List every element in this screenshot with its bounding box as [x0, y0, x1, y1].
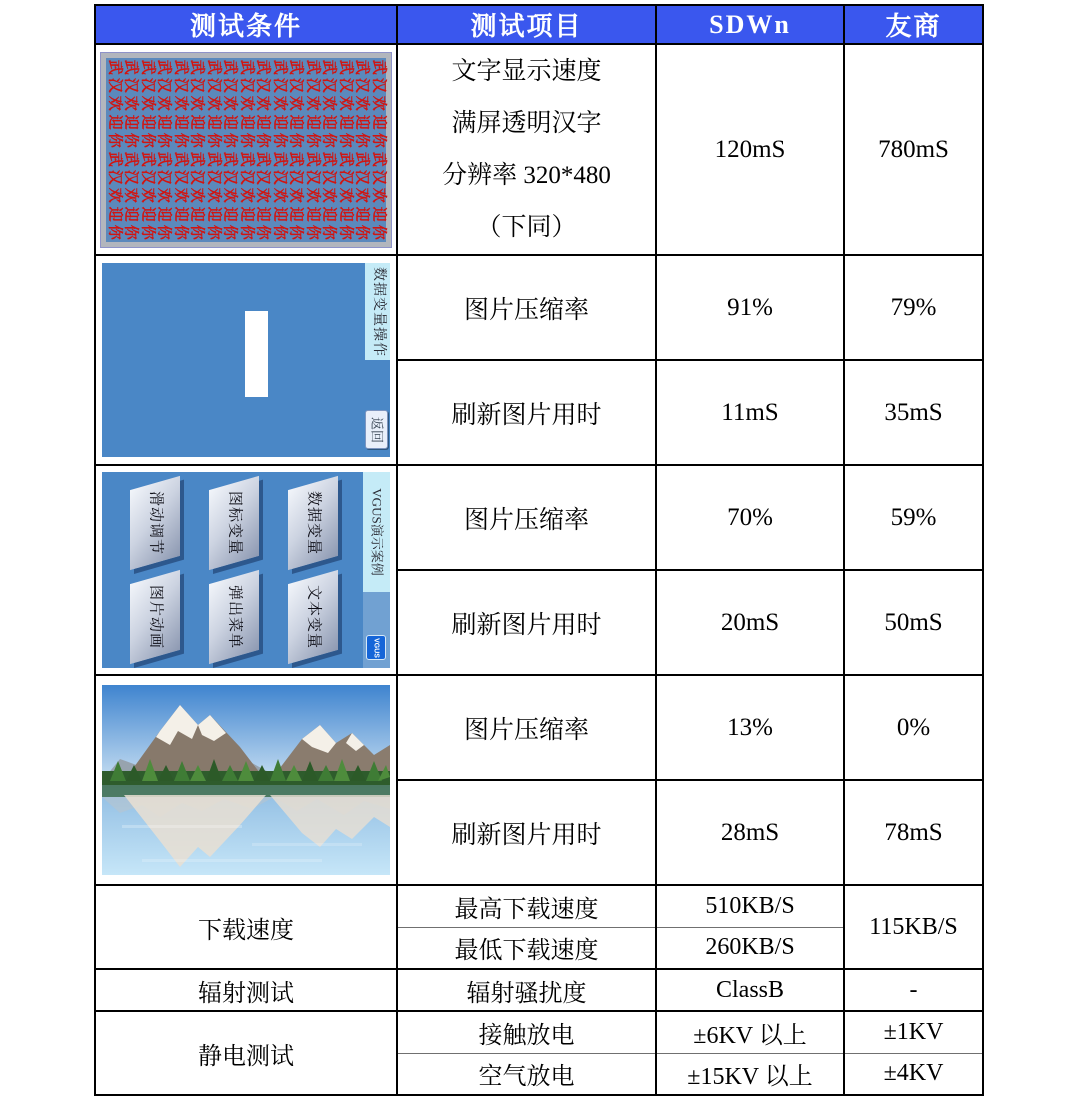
wuhan-char: 你 [370, 224, 387, 240]
wuhan-char: 迎 [353, 206, 370, 222]
wuhan-char: 你 [271, 132, 288, 148]
wuhan-char: 你 [238, 132, 255, 148]
wuhan-char: 欢 [304, 188, 321, 204]
wuhan-char: 武 [254, 151, 271, 167]
wuhan-char: 武 [337, 59, 354, 75]
tab-label: VGUS演示案例 [369, 488, 384, 576]
cell-item: 空气放电 [397, 1053, 656, 1095]
wuhan-char: 武 [304, 59, 321, 75]
wuhan-char: 武 [189, 59, 206, 75]
cell-item-text-speed [397, 44, 656, 255]
cell-rival-value: 780mS [844, 44, 983, 255]
wuhan-char: 你 [172, 224, 189, 240]
vgus-demo-button-label: 滑动调节 [147, 490, 164, 556]
wuhan-char: 汉 [254, 77, 271, 93]
wuhan-char: 汉 [106, 169, 123, 185]
wuhan-char: 你 [139, 224, 156, 240]
header-cell-sdwn: SDWn [656, 5, 844, 44]
wuhan-char: 欢 [189, 96, 206, 112]
wuhan-char: 你 [222, 224, 239, 240]
wuhan-char: 汉 [353, 169, 370, 185]
wuhan-char: 你 [222, 132, 239, 148]
wuhan-char: 你 [123, 132, 140, 148]
wuhan-char-column [106, 58, 122, 242]
table-row [95, 465, 983, 570]
vgus-demo-tab [363, 472, 390, 592]
wuhan-char: 汉 [304, 169, 321, 185]
wuhan-char: 汉 [337, 169, 354, 185]
wuhan-char: 迎 [304, 114, 321, 130]
wuhan-char: 汉 [238, 169, 255, 185]
wuhan-char: 欢 [304, 96, 321, 112]
wuhan-char: 武 [156, 151, 173, 167]
wuhan-char: 汉 [222, 77, 239, 93]
wuhan-char: 你 [353, 224, 370, 240]
wuhan-char: 迎 [156, 206, 173, 222]
wuhan-char: 你 [189, 132, 206, 148]
wuhan-char-column [320, 58, 336, 242]
wuhan-char: 汉 [222, 169, 239, 185]
table-row [95, 1011, 983, 1053]
vgus-demo-button-label: 文本变量 [305, 584, 322, 650]
cell-sdwn-value: ClassB [656, 969, 844, 1011]
cell-rival-value: 115KB/S [844, 885, 983, 969]
wuhan-char: 武 [172, 151, 189, 167]
cell-sdwn-value: 120mS [656, 44, 844, 255]
wuhan-char: 迎 [172, 114, 189, 130]
wuhan-char: 汉 [254, 169, 271, 185]
wuhan-char-column [172, 58, 188, 242]
item-line: 分辨率 320*480 [442, 161, 611, 189]
wuhan-char-column [337, 58, 353, 242]
cell-rival-value: ±1KV [844, 1011, 983, 1053]
wuhan-welcome-screenshot [100, 52, 392, 248]
wuhan-char: 武 [353, 59, 370, 75]
header-cell-rival: 友商 [844, 5, 983, 44]
wuhan-char: 欢 [287, 188, 304, 204]
wuhan-char: 欢 [353, 96, 370, 112]
wuhan-char: 汉 [271, 169, 288, 185]
wuhan-char: 你 [353, 132, 370, 148]
wuhan-char: 汉 [205, 77, 222, 93]
vgus-demo-button-label: 图标变量 [226, 490, 243, 556]
table-row [95, 44, 983, 255]
wuhan-char: 迎 [156, 114, 173, 130]
vgus-button-grid [116, 476, 352, 664]
cell-item: 图片压缩率 [397, 255, 656, 360]
cell-sdwn-value: 91% [656, 255, 844, 360]
wuhan-char: 你 [287, 224, 304, 240]
wuhan-char-column [188, 58, 204, 242]
back-button-graphic [365, 410, 388, 449]
wuhan-char: 欢 [156, 188, 173, 204]
wuhan-char: 武 [139, 151, 156, 167]
wuhan-char-column [155, 58, 171, 242]
wuhan-char: 武 [287, 59, 304, 75]
wuhan-char: 汉 [370, 77, 387, 93]
wuhan-char: 武 [205, 151, 222, 167]
wuhan-char: 迎 [238, 206, 255, 222]
wuhan-char: 欢 [287, 96, 304, 112]
vgus-demo-button [130, 570, 180, 664]
wuhan-char: 欢 [123, 188, 140, 204]
wuhan-char: 迎 [189, 206, 206, 222]
wuhan-char: 欢 [271, 96, 288, 112]
wuhan-char: 迎 [287, 114, 304, 130]
wuhan-char: 迎 [254, 114, 271, 130]
cell-item: 刷新图片用时 [397, 360, 656, 465]
wuhan-char: 迎 [205, 114, 222, 130]
wuhan-char: 武 [139, 59, 156, 75]
wuhan-char: 武 [172, 59, 189, 75]
wuhan-char: 欢 [370, 188, 387, 204]
wuhan-char: 你 [172, 132, 189, 148]
vgus-demo-button-label: 图片动画 [147, 584, 164, 650]
wuhan-char: 武 [123, 151, 140, 167]
wuhan-char: 欢 [123, 96, 140, 112]
wuhan-char: 欢 [172, 96, 189, 112]
wuhan-char: 汉 [353, 77, 370, 93]
wuhan-char: 迎 [370, 114, 387, 130]
data-variable-screenshot [102, 263, 390, 457]
wuhan-char: 你 [254, 132, 271, 148]
wuhan-char-column [205, 58, 221, 242]
cell-screen-wuhan [95, 44, 397, 255]
cell-condition-static: 静电测试 [95, 1011, 397, 1095]
wuhan-char: 欢 [320, 188, 337, 204]
wuhan-char: 欢 [222, 188, 239, 204]
wuhan-char: 武 [304, 151, 321, 167]
cell-sdwn-value: 13% [656, 675, 844, 780]
wuhan-char: 迎 [222, 206, 239, 222]
header-cell-condition: 测试条件 [95, 5, 397, 44]
wuhan-char: 欢 [139, 96, 156, 112]
cell-item: 最低下载速度 [397, 927, 656, 969]
cell-rival-value: 59% [844, 465, 983, 570]
wuhan-char: 欢 [205, 96, 222, 112]
wuhan-char: 迎 [172, 206, 189, 222]
mountain-lake-photo-svg [102, 685, 390, 875]
wuhan-char: 汉 [304, 77, 321, 93]
wuhan-char: 迎 [139, 114, 156, 130]
wuhan-char: 迎 [222, 114, 239, 130]
wuhan-char: 迎 [254, 206, 271, 222]
wuhan-char: 汉 [320, 77, 337, 93]
wuhan-char: 汉 [139, 77, 156, 93]
table-row [95, 969, 983, 1011]
wuhan-char: 你 [337, 224, 354, 240]
wuhan-char: 武 [238, 151, 255, 167]
wuhan-char: 迎 [189, 114, 206, 130]
cell-screen-vgus [95, 465, 397, 675]
wuhan-char: 你 [238, 224, 255, 240]
wuhan-char: 武 [271, 151, 288, 167]
wuhan-char: 汉 [337, 77, 354, 93]
wuhan-char: 汉 [287, 77, 304, 93]
wuhan-char: 汉 [238, 77, 255, 93]
wuhan-char: 汉 [139, 169, 156, 185]
wuhan-char: 武 [287, 151, 304, 167]
vgus-demo-button [209, 570, 259, 664]
wuhan-char: 欢 [222, 96, 239, 112]
wuhan-char: 你 [106, 132, 123, 148]
wuhan-char: 迎 [123, 114, 140, 130]
vgus-demo-button-label: 弹出菜单 [226, 584, 243, 650]
header-cell-item: 测试项目 [397, 5, 656, 44]
wuhan-char: 武 [123, 59, 140, 75]
wuhan-char: 欢 [337, 188, 354, 204]
wuhan-char: 武 [353, 151, 370, 167]
wuhan-char: 武 [254, 59, 271, 75]
wuhan-char: 欢 [254, 96, 271, 112]
cell-item: 接触放电 [397, 1011, 656, 1053]
wuhan-char: 迎 [353, 114, 370, 130]
wuhan-char: 汉 [370, 169, 387, 185]
wuhan-char: 你 [320, 224, 337, 240]
cell-item: 最高下载速度 [397, 885, 656, 927]
wuhan-char: 你 [254, 224, 271, 240]
vgus-logo-badge [366, 635, 386, 660]
cell-sdwn-value: 11mS [656, 360, 844, 465]
wuhan-char: 迎 [271, 206, 288, 222]
cell-sdwn-value: ±6KV 以上 [656, 1011, 844, 1053]
wuhan-char: 迎 [370, 206, 387, 222]
wuhan-char: 欢 [353, 188, 370, 204]
wuhan-char: 欢 [370, 96, 387, 112]
wuhan-char: 你 [106, 224, 123, 240]
vgus-demo-screenshot [102, 472, 390, 668]
wuhan-char: 武 [106, 59, 123, 75]
cell-item: 图片压缩率 [397, 465, 656, 570]
wuhan-char: 武 [337, 151, 354, 167]
wuhan-char: 迎 [320, 114, 337, 130]
wuhan-char: 迎 [287, 206, 304, 222]
wuhan-char-column [353, 58, 369, 242]
wuhan-char: 迎 [238, 114, 255, 130]
wuhan-char: 武 [271, 59, 288, 75]
wuhan-char: 武 [189, 151, 206, 167]
wuhan-char: 武 [370, 59, 387, 75]
wuhan-char: 迎 [123, 206, 140, 222]
wuhan-char: 迎 [139, 206, 156, 222]
cell-rival-value: ±4KV [844, 1053, 983, 1095]
wuhan-char: 迎 [320, 206, 337, 222]
cell-rival-value: 50mS [844, 570, 983, 675]
table-row [95, 255, 983, 360]
cell-condition-radiation: 辐射测试 [95, 969, 397, 1011]
wuhan-char: 欢 [189, 188, 206, 204]
wuhan-char: 你 [304, 224, 321, 240]
wuhan-char: 欢 [106, 188, 123, 204]
wuhan-char: 迎 [106, 206, 123, 222]
wuhan-char: 你 [205, 132, 222, 148]
wuhan-char-column [221, 58, 237, 242]
wuhan-char: 你 [320, 132, 337, 148]
wuhan-char: 武 [205, 59, 222, 75]
wuhan-char: 你 [205, 224, 222, 240]
wuhan-char: 汉 [205, 169, 222, 185]
vgus-demo-button-label: 数据变量 [305, 490, 322, 556]
wuhan-char: 汉 [156, 77, 173, 93]
wuhan-char: 汉 [123, 169, 140, 185]
header-row [95, 5, 983, 44]
cell-rival-value: 0% [844, 675, 983, 780]
wuhan-char: 武 [238, 59, 255, 75]
wuhan-char: 迎 [271, 114, 288, 130]
cell-screen-photo [95, 675, 397, 885]
cell-sdwn-value: 510KB/S [656, 885, 844, 927]
wuhan-char-column [271, 58, 287, 242]
wuhan-char: 你 [123, 224, 140, 240]
cell-item: 辐射骚扰度 [397, 969, 656, 1011]
cell-sdwn-value: 260KB/S [656, 927, 844, 969]
item-line: 文字显示速度 [451, 57, 602, 85]
wuhan-char: 你 [304, 132, 321, 148]
wuhan-char: 欢 [254, 188, 271, 204]
cell-sdwn-value: 20mS [656, 570, 844, 675]
wuhan-char-column [139, 58, 155, 242]
wuhan-char-grid [106, 58, 386, 242]
wuhan-char: 你 [139, 132, 156, 148]
wuhan-char: 欢 [271, 188, 288, 204]
cell-rival-value: - [844, 969, 983, 1011]
wuhan-char: 武 [106, 151, 123, 167]
cell-sdwn-value: ±15KV 以上 [656, 1053, 844, 1095]
cell-item: 图片压缩率 [397, 675, 656, 780]
wuhan-char: 汉 [320, 169, 337, 185]
wuhan-char: 你 [271, 224, 288, 240]
wuhan-char-column [254, 58, 270, 242]
table-row [95, 885, 983, 927]
wuhan-char: 你 [189, 224, 206, 240]
wuhan-char: 你 [337, 132, 354, 148]
wuhan-char: 武 [156, 59, 173, 75]
white-bar-graphic [245, 311, 268, 397]
wuhan-char-column [370, 58, 386, 242]
vgus-demo-button [288, 476, 338, 570]
data-variable-tab [365, 263, 390, 360]
wuhan-char: 欢 [106, 96, 123, 112]
wuhan-char: 迎 [106, 114, 123, 130]
badge-label: VGUS [372, 637, 380, 658]
vgus-demo-button [130, 476, 180, 570]
cell-sdwn-value: 70% [656, 465, 844, 570]
wuhan-char: 你 [287, 132, 304, 148]
item-line: （下同） [476, 213, 577, 241]
wuhan-char: 武 [320, 151, 337, 167]
wuhan-char: 欢 [172, 188, 189, 204]
wuhan-char: 迎 [337, 114, 354, 130]
wuhan-char: 武 [320, 59, 337, 75]
wuhan-char-column [238, 58, 254, 242]
cell-rival-value: 78mS [844, 780, 983, 885]
comparison-table [94, 4, 984, 1096]
wuhan-char: 欢 [337, 96, 354, 112]
cell-item: 刷新图片用时 [397, 780, 656, 885]
wuhan-char: 汉 [189, 169, 206, 185]
cell-sdwn-value: 28mS [656, 780, 844, 885]
tab-label: 数据变量操作 [370, 266, 386, 357]
wuhan-char: 汉 [156, 169, 173, 185]
cell-screen-data-var [95, 255, 397, 465]
cell-condition-download: 下载速度 [95, 885, 397, 969]
wuhan-char: 迎 [337, 206, 354, 222]
wuhan-char: 汉 [123, 77, 140, 93]
cell-item: 刷新图片用时 [397, 570, 656, 675]
wuhan-char: 武 [222, 151, 239, 167]
wuhan-char: 汉 [106, 77, 123, 93]
wuhan-char: 汉 [271, 77, 288, 93]
back-label: 返回 [369, 416, 384, 443]
wuhan-char-column [304, 58, 320, 242]
wuhan-char: 欢 [205, 188, 222, 204]
wuhan-char: 你 [156, 224, 173, 240]
wuhan-char-column [287, 58, 303, 242]
cell-rival-value: 79% [844, 255, 983, 360]
wuhan-char: 欢 [238, 96, 255, 112]
wuhan-char-column [122, 58, 138, 242]
wuhan-char: 欢 [156, 96, 173, 112]
vgus-demo-button [288, 570, 338, 664]
wuhan-char: 汉 [172, 77, 189, 93]
mountain-lake-photo [102, 685, 390, 875]
wuhan-char: 汉 [189, 77, 206, 93]
cell-rival-value: 35mS [844, 360, 983, 465]
vgus-demo-button [209, 476, 259, 570]
wuhan-char: 你 [370, 132, 387, 148]
wuhan-char: 你 [156, 132, 173, 148]
wuhan-char: 欢 [139, 188, 156, 204]
wuhan-char: 汉 [172, 169, 189, 185]
table-row [95, 675, 983, 780]
wuhan-char: 迎 [205, 206, 222, 222]
wuhan-char: 迎 [304, 206, 321, 222]
item-line: 满屏透明汉字 [451, 109, 602, 137]
wuhan-char: 武 [222, 59, 239, 75]
wuhan-char: 汉 [287, 169, 304, 185]
wuhan-char: 武 [370, 151, 387, 167]
wuhan-char: 欢 [238, 188, 255, 204]
wuhan-char: 欢 [320, 96, 337, 112]
